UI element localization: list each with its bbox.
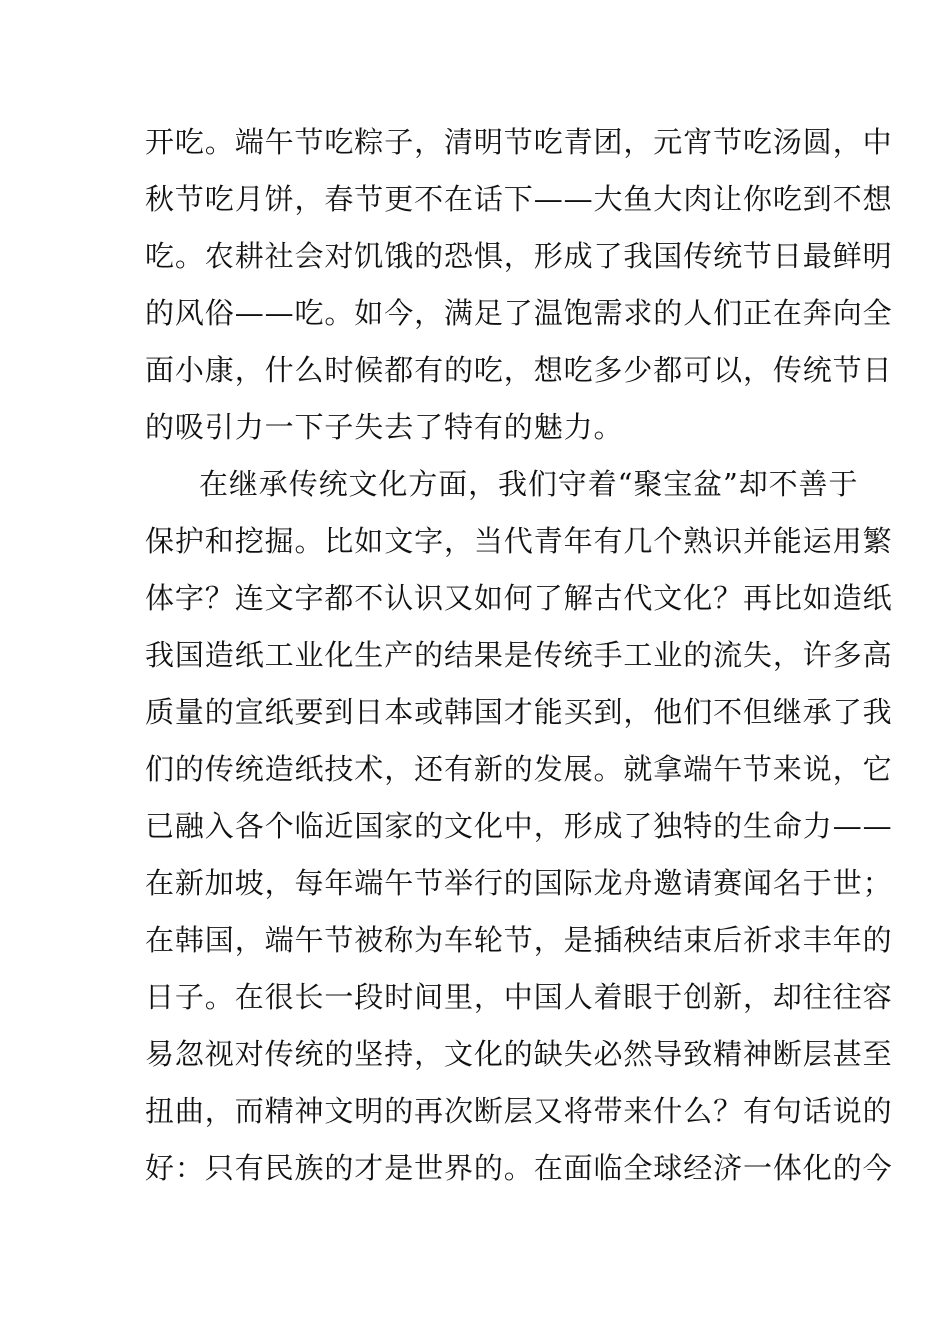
- text-line: 在新加坡，每年端午节举行的国际龙舟邀请赛闻名于世；: [145, 866, 893, 900]
- text-line: 扭曲，而精神文明的再次断层又将带来什么？有句话说的: [145, 1094, 893, 1128]
- text-line: 面小康，什么时候都有的吃，想吃多少都可以，传统节日: [145, 353, 893, 387]
- text-line: 日子。在很长一段时间里，中国人着眼于创新，却往往容: [145, 980, 893, 1014]
- document-page: [145, 0, 893, 1344]
- text-line: 我国造纸工业化生产的结果是传统手工业的流失，许多高: [145, 638, 893, 672]
- text-line: 好：只有民族的才是世界的。在面临全球经济一体化的今: [145, 1151, 893, 1185]
- text-line: 秋节吃月饼，春节更不在话下——大鱼大肉让你吃到不想: [145, 182, 893, 216]
- text-line: 的风俗——吃。如今，满足了温饱需求的人们正在奔向全: [145, 296, 893, 330]
- text-line: 开吃。端午节吃粽子，清明节吃青团，元宵节吃汤圆，中: [145, 125, 893, 159]
- text-line: 保护和挖掘。比如文字，当代青年有几个熟识并能运用繁: [145, 524, 893, 558]
- text-line: 在韩国，端午节被称为车轮节，是插秧结束后祈求丰年的: [145, 923, 893, 957]
- text-line: 体字？连文字都不认识又如何了解古代文化？再比如造纸: [145, 581, 893, 615]
- text-line: 质量的宣纸要到日本或韩国才能买到，他们不但继承了我: [145, 695, 893, 729]
- text-line: 易忽视对传统的坚持，文化的缺失必然导致精神断层甚至: [145, 1037, 893, 1071]
- text-line: 吃。农耕社会对饥饿的恐惧，形成了我国传统节日最鲜明: [145, 239, 893, 273]
- text-line: 已融入各个临近国家的文化中，形成了独特的生命力——: [145, 809, 893, 843]
- text-line: 们的传统造纸技术，还有新的发展。就拿端午节来说，它: [145, 752, 893, 786]
- text-line: 在继承传统文化方面，我们守着“聚宝盆”却不善于: [199, 467, 859, 501]
- text-line: 的吸引力一下子失去了特有的魅力。: [145, 410, 624, 444]
